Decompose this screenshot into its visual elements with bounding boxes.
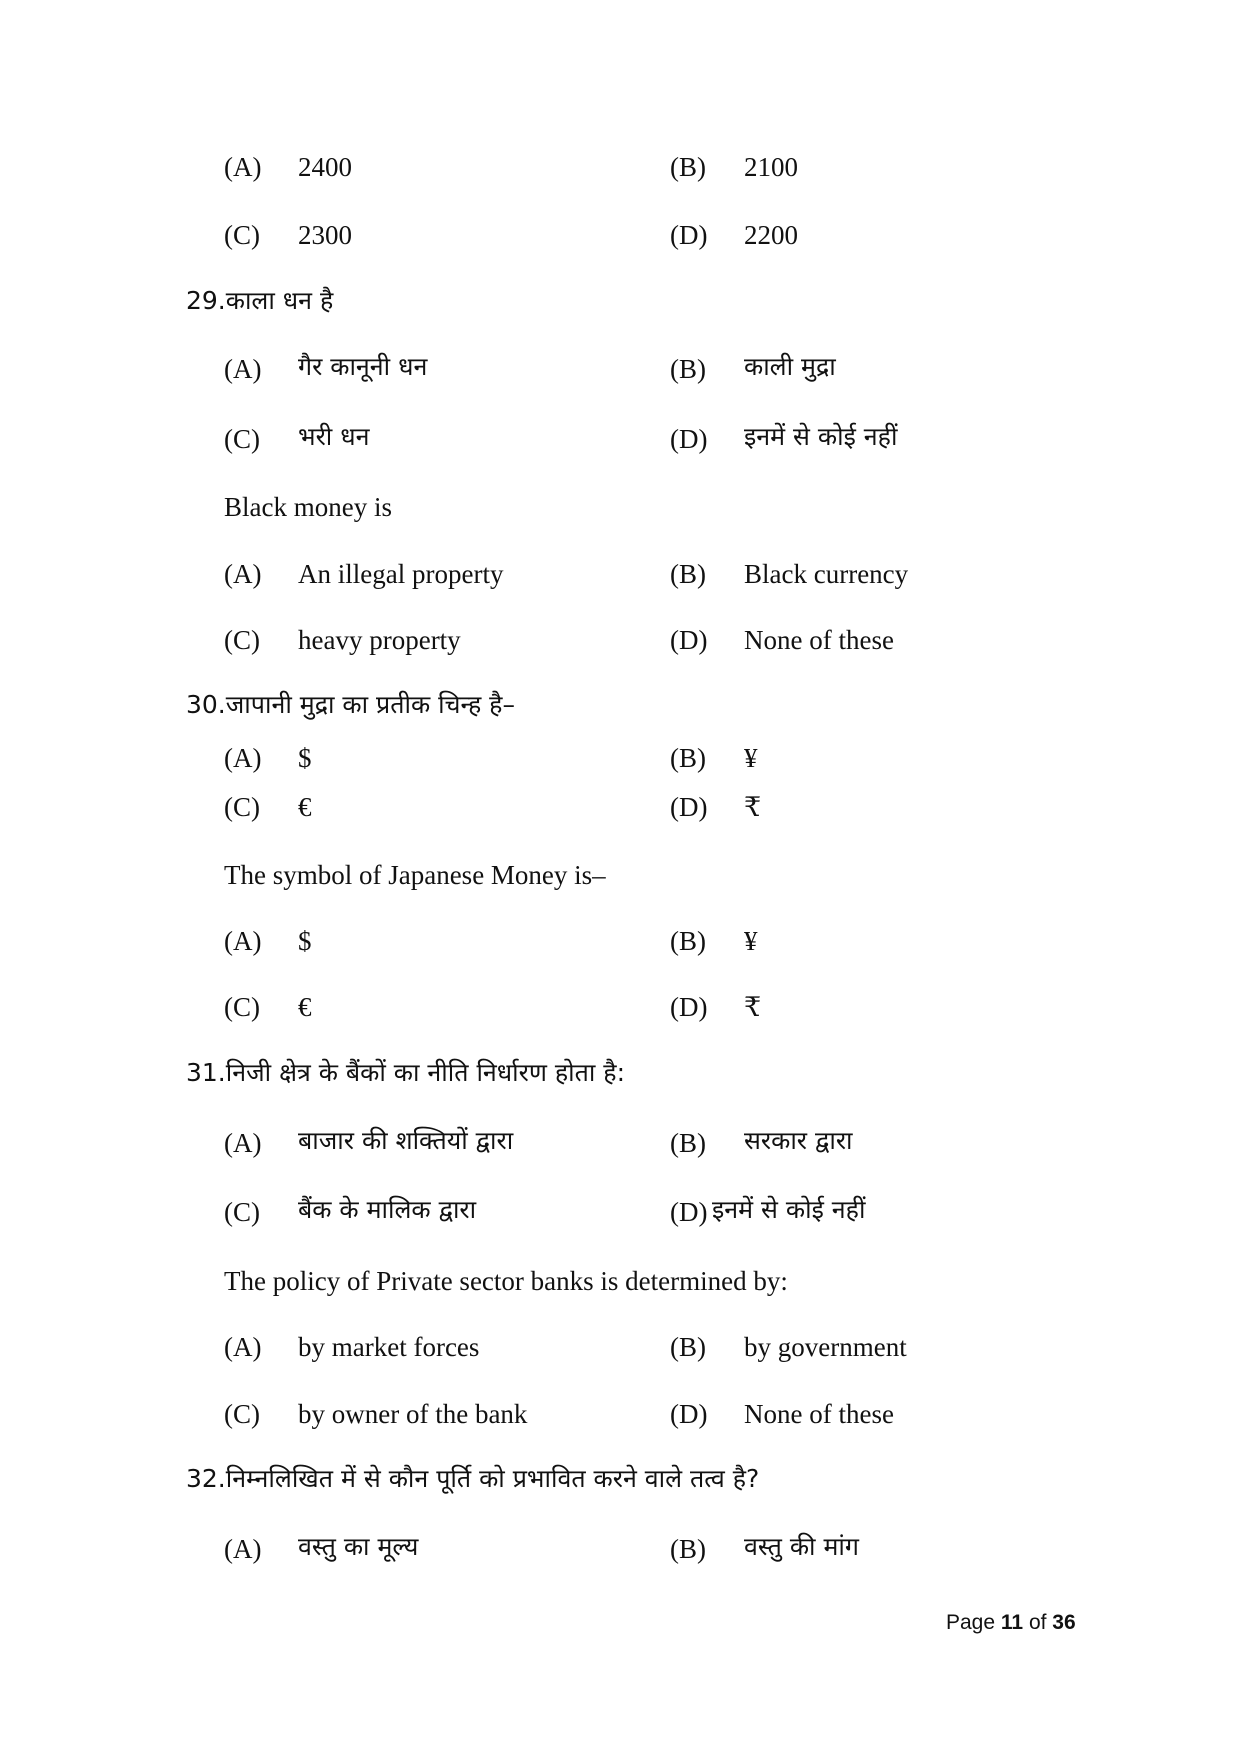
option-c-text: भरी धन: [298, 422, 370, 451]
page-word: Page: [946, 1611, 996, 1634]
option-b-text: Black currency: [744, 559, 909, 589]
option-c-label: (C): [224, 424, 260, 454]
option-b-text: वस्तु की मांग: [744, 1532, 859, 1561]
option-d-text: ₹: [744, 992, 762, 1022]
option-c-label: (C): [224, 992, 260, 1022]
total-pages: 36: [1052, 1611, 1076, 1634]
option-c-text: 2300: [298, 220, 352, 250]
option-c-label: (C): [224, 792, 260, 822]
option-a-label: (A): [224, 1128, 262, 1158]
option-c-text: by owner of the bank: [298, 1399, 528, 1429]
option-d-label: (D): [670, 625, 708, 655]
option-a-label: (A): [224, 926, 262, 956]
option-a-label: (A): [224, 1534, 262, 1564]
option-a-text: An illegal property: [298, 559, 504, 589]
option-c-label: (C): [224, 1197, 260, 1227]
option-c-text: heavy property: [298, 625, 461, 655]
option-c-label: (C): [224, 625, 260, 655]
option-a-label: (A): [224, 559, 262, 589]
option-b-text: सरकार द्वारा: [744, 1126, 853, 1155]
page-number: [946, 1612, 1076, 1633]
of-word: of: [1028, 1611, 1047, 1634]
question-hindi: 31.निजी क्षेत्र के बैंकों का नीति निर्धारण होता है:: [186, 1058, 626, 1087]
question-english: The policy of Private sector banks is determined by:: [224, 1266, 788, 1296]
option-d-text: ₹: [744, 792, 762, 822]
option-b-label: (B): [670, 743, 706, 773]
option-c-label: (C): [224, 220, 260, 250]
option-a-text: by market forces: [298, 1332, 480, 1362]
option-d-text: None of these: [744, 625, 894, 655]
option-b-text: by government: [744, 1332, 907, 1362]
option-a-label: (A): [224, 354, 262, 384]
option-a-text: गैर कानूनी धन: [298, 352, 428, 381]
option-d-text: इनमें से कोई नहीं: [744, 422, 898, 451]
option-b-label: (B): [670, 1534, 706, 1564]
option-d-text: 2200: [744, 220, 798, 250]
option-b-label: (B): [670, 1128, 706, 1158]
question-hindi: 30.जापानी मुद्रा का प्रतीक चिन्ह है–: [186, 690, 515, 719]
option-c-text: €: [298, 792, 312, 822]
option-a-text: बाजार की शक्तियों द्वारा: [298, 1126, 514, 1155]
option-b-label: (B): [670, 354, 706, 384]
option-c-text: €: [298, 992, 312, 1022]
option-d-label: (D): [670, 220, 708, 250]
option-d-label: (D): [670, 1197, 708, 1227]
question-english: Black money is: [224, 492, 392, 522]
current-page: 11: [1000, 1611, 1024, 1634]
option-a-text: 2400: [298, 152, 352, 182]
option-d-label: (D): [670, 1399, 708, 1429]
option-b-label: (B): [670, 926, 706, 956]
option-b-text: ¥: [744, 743, 758, 773]
option-b-text: काली मुद्रा: [744, 352, 836, 381]
option-a-text: वस्तु का मूल्य: [298, 1532, 419, 1561]
option-d-label: (D): [670, 424, 708, 454]
option-a-label: (A): [224, 1332, 262, 1362]
question-hindi: 32.निम्नलिखित में से कौन पूर्ति को प्रभावित करने वाले तत्व है?: [186, 1464, 760, 1493]
option-c-label: (C): [224, 1399, 260, 1429]
option-d-label: (D): [670, 992, 708, 1022]
option-b-text: 2100: [744, 152, 798, 182]
option-b-label: (B): [670, 1332, 706, 1362]
option-b-label: (B): [670, 559, 706, 589]
option-d-text: None of these: [744, 1399, 894, 1429]
option-a-text: $: [298, 743, 312, 773]
question-hindi: 29.काला धन है: [186, 286, 334, 315]
option-a-label: (A): [224, 152, 262, 182]
option-c-text: बैंक के मालिक द्वारा: [298, 1195, 477, 1224]
option-d-label: (D): [670, 792, 708, 822]
question-english: The symbol of Japanese Money is–: [224, 860, 606, 890]
option-a-text: $: [298, 926, 312, 956]
option-b-text: ¥: [744, 926, 758, 956]
option-b-label: (B): [670, 152, 706, 182]
option-d-text: इनमें से कोई नहीं: [712, 1195, 866, 1224]
option-a-label: (A): [224, 743, 262, 773]
